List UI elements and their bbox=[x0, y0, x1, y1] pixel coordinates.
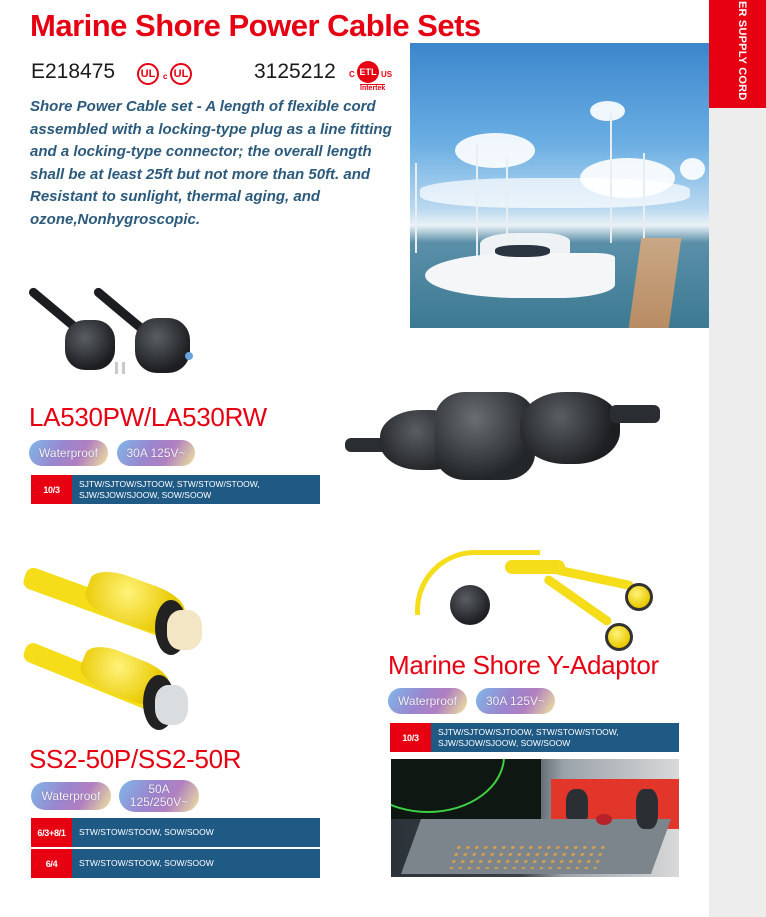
etl-prefix: C bbox=[349, 70, 355, 79]
intertek-label: Intertek bbox=[360, 85, 386, 92]
spec-gauge: 10/3 bbox=[31, 475, 72, 504]
spec-types-line2: SJW/SJOW/SJOOW, SOW/SOOW bbox=[438, 737, 571, 748]
spec-types-line1: STW/STOW/STOOW, SOW/SOOW bbox=[79, 827, 214, 837]
badge-rating bbox=[119, 780, 199, 812]
ss2-50-product-image bbox=[25, 555, 225, 745]
mated-connector-image bbox=[340, 370, 665, 480]
spec-cord-types bbox=[431, 723, 679, 752]
etl-suffix: US bbox=[381, 70, 393, 79]
badge-volts: 125/250V~ bbox=[129, 795, 189, 809]
etl-cert-number: 3125212 bbox=[254, 60, 336, 83]
badge-waterproof: Waterproof bbox=[388, 688, 467, 714]
spec-row bbox=[31, 818, 320, 847]
throttle-lever bbox=[566, 789, 588, 819]
etl-logo-icon: ETL bbox=[357, 61, 379, 83]
spec-gauge: 10/3 bbox=[390, 723, 431, 752]
spec-row bbox=[31, 475, 320, 504]
keypad bbox=[446, 844, 605, 869]
description: Shore Power Cable set - A length of flexible cord assembled with a locking-type plug as a line fitting and a locking-type connector; the overall length shall be at least 25ft but not more than 50ft. and Resistant to sunlight, thermal aging, and ozone,Nonhygroscopic. bbox=[30, 98, 392, 228]
badge-rating: 30A 125V~ bbox=[117, 440, 195, 466]
dock bbox=[629, 238, 682, 328]
spec-types-line1: SJTW/SJTOW/SJTOOW, STW/STOW/STOOW, bbox=[79, 478, 260, 489]
spec-gauge: 6/4 bbox=[31, 849, 72, 878]
cul-c-mark: c bbox=[163, 72, 168, 81]
spec-types-line2: SJW/SJOW/SJOOW, SOW/SOOW bbox=[79, 489, 212, 500]
product-model-ss2-50: SS2-50P/SS2-50R bbox=[29, 744, 242, 774]
spec-row bbox=[390, 723, 679, 752]
joystick bbox=[636, 789, 658, 829]
radar-screen bbox=[391, 759, 541, 819]
cul-logo-icon: UL bbox=[170, 63, 192, 85]
yacht-window bbox=[495, 245, 550, 257]
badge-rating: 30A 125V~ bbox=[476, 688, 555, 714]
spec-types-line1: SJTW/SJTOW/SJTOOW, STW/STOW/STOOW, bbox=[438, 726, 619, 737]
trackball bbox=[596, 814, 612, 825]
spec-gauge: 6/3+8/1 bbox=[31, 818, 72, 847]
ul-cert-number: E218475 bbox=[31, 60, 116, 83]
ship-bridge-photo bbox=[391, 759, 679, 877]
section-tab-label: ER SUPPLY CORD bbox=[736, 0, 748, 100]
la530-product-image bbox=[25, 280, 225, 390]
badge-waterproof: Waterproof bbox=[31, 782, 111, 810]
spec-cord-types bbox=[72, 849, 320, 878]
side-rail bbox=[709, 0, 766, 917]
yacht bbox=[425, 253, 615, 298]
badge-amps: 50A bbox=[148, 782, 170, 796]
page-title: Marine Shore Power Cable Sets bbox=[30, 8, 481, 43]
product-model-la530: LA530PW/LA530RW bbox=[29, 402, 267, 432]
spec-row bbox=[31, 849, 320, 878]
spec-types-line1: STW/STOW/STOOW, SOW/SOOW bbox=[79, 858, 214, 868]
badge-waterproof: Waterproof bbox=[29, 440, 108, 466]
product-model-y-adaptor: Marine Shore Y-Adaptor bbox=[388, 650, 659, 680]
y-adaptor-product-image bbox=[405, 545, 660, 650]
radar-ring bbox=[391, 759, 505, 813]
spec-cord-types bbox=[72, 475, 320, 504]
ul-logo-icon: UL bbox=[137, 63, 159, 85]
spec-cord-types bbox=[72, 818, 320, 847]
marina-photo bbox=[410, 43, 709, 328]
